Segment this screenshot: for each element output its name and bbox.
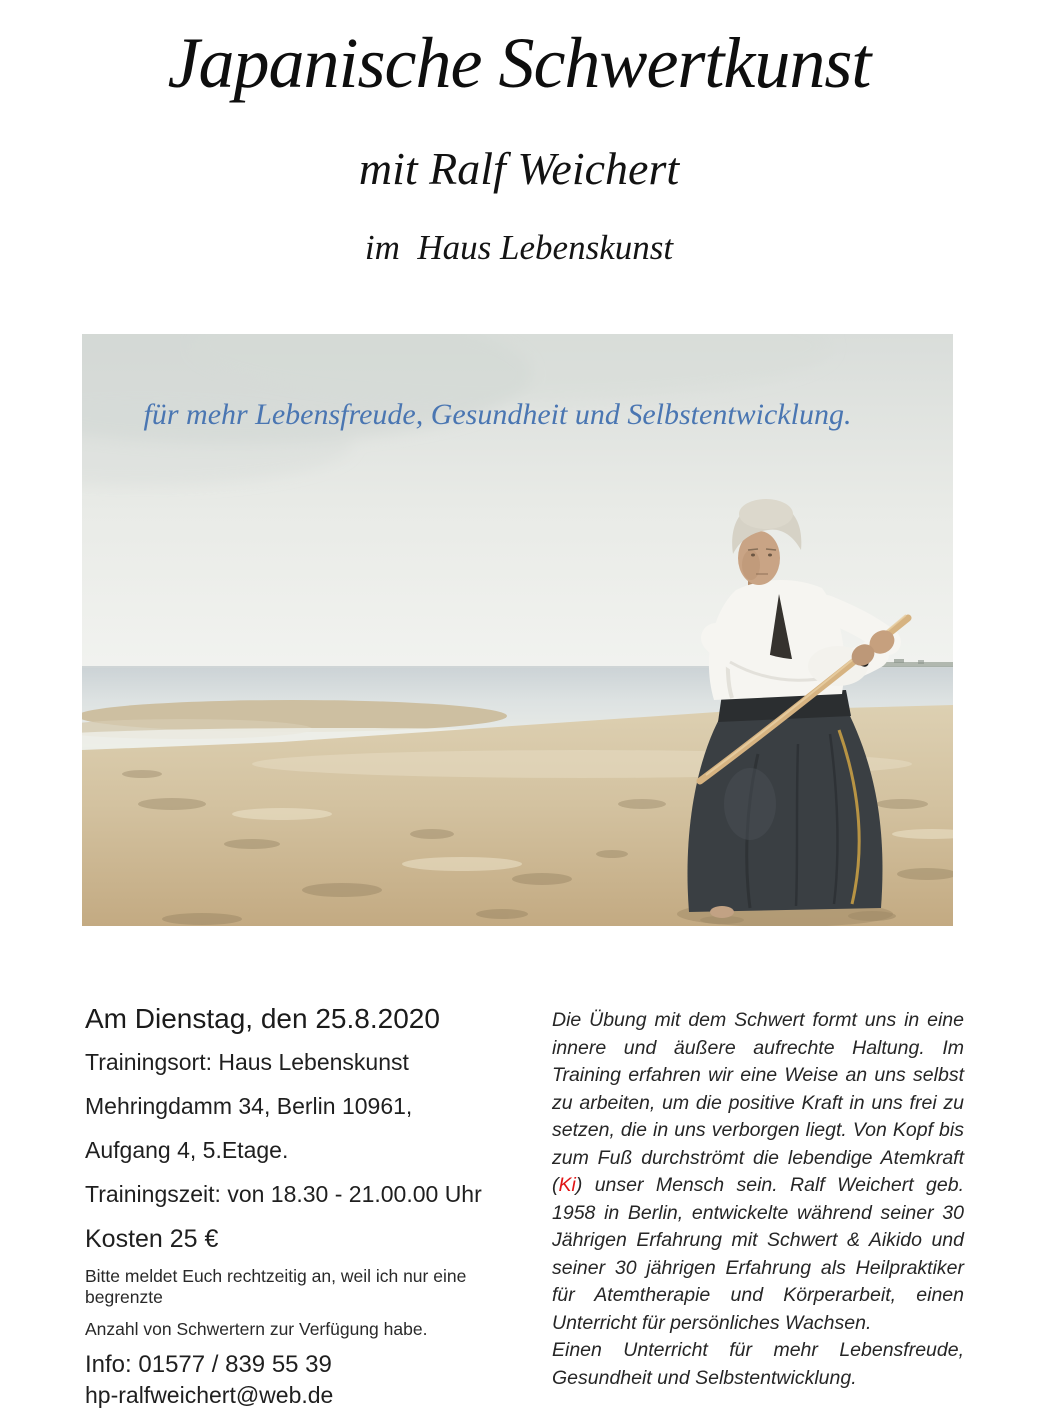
phone-info-line: Info: 01577 / 839 55 39 <box>85 1351 332 1378</box>
cost-line: Kosten 25 € <box>85 1225 219 1253</box>
foot <box>710 906 734 918</box>
address-line: Mehringdamm 34, Berlin 10961, <box>85 1093 413 1119</box>
description-text <box>552 1007 964 1392</box>
email-address: hp-ralfweichert@web.de <box>85 1382 334 1408</box>
hair-fringe <box>739 499 793 529</box>
entrance-floor-line: Aufgang 4, 5.Etage. <box>85 1137 289 1163</box>
page-title: Japanische Schwertkunst <box>167 23 871 103</box>
subtitle: mit Ralf Weichert <box>358 143 680 194</box>
event-details <box>85 1003 540 1409</box>
photo-caption: für mehr Lebensfreude, Gesundheit und Selbstentwicklung. <box>143 398 852 431</box>
closing-paragraph: Einen Unterricht für mehr Lebensfreude, Gesundheit und Selbstentwicklung. <box>552 1339 964 1389</box>
knee-highlight <box>724 768 776 840</box>
description-part-2: ) unser Mensch sein. Ralf Weichert geb. 1958 in Berlin, entwickelte während seiner 30 Jährigen Erfahrung mit Schwert & Aikido und seiner 30 jährigen Erfahrung als Heilpraktiker für Atemtherapie und Körperarbeit, einen Unterricht für persönliches Wachsen. <box>552 1174 964 1334</box>
event-date: Am Dienstag, den 25.8.2020 <box>85 1003 440 1034</box>
hakama <box>687 700 882 912</box>
venue-line: im Haus Lebenskunst <box>364 228 674 267</box>
description-part-1: Die Übung mit dem Schwert formt uns in eine innere und äußere aufrechte Haltung. Im Training erfahren wir eine Weise an uns selbst zu arbeiten, um die positive Kraft in uns frei zu setzen, die in uns verborgen liegt. Von Kopf bis zum Fuß durchströmt die lebendige Atemkraft ( <box>552 1009 964 1196</box>
registration-note-line-1: Bitte meldet Euch rechtzeitig an, weil ich nur eine begrenzte <box>85 1266 467 1307</box>
registration-note-line-2: Anzahl von Schwertern zur Verfügung habe. <box>85 1319 428 1339</box>
training-location-line: Trainingsort: Haus Lebenskunst <box>85 1049 409 1075</box>
beach-photo <box>82 334 953 926</box>
description-paragraph <box>552 1007 964 1337</box>
ki-highlight: Ki <box>558 1174 576 1196</box>
training-time-line: Trainingszeit: von 18.30 - 21.00.00 Uhr <box>85 1181 482 1207</box>
face-shading <box>742 550 760 580</box>
